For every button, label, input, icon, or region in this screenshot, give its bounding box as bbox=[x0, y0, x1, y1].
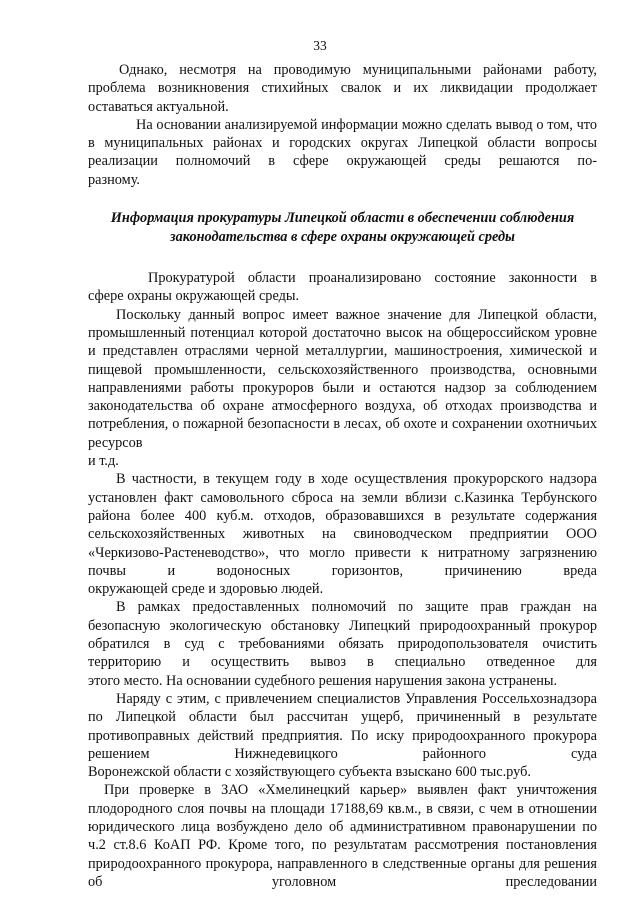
text-line: машиностроения, химической и пищевой промышленности, bbox=[88, 343, 597, 378]
text-line: проблема возникновения стихийных свалок и их ликвидации продолжает bbox=[88, 80, 597, 97]
text-line: прокурор обратился в суд с требованиями обязать природопользователя bbox=[88, 617, 598, 653]
text-line: В частности, в текущем году в ходе осуществления прокурорского bbox=[116, 471, 544, 488]
paragraph bbox=[88, 781, 597, 891]
text-line: очистить территорию и осуществить вывоз в специально отведенное для bbox=[88, 636, 597, 671]
text-line: охране атмосферного воздуха, об отходах производства и потребления, о bbox=[88, 398, 597, 433]
paragraph bbox=[88, 470, 597, 580]
text-line: области, промышленный потенциал которой достаточно высок на bbox=[88, 306, 597, 341]
text-line: отношении юридического лица возбуждено дело об административном bbox=[88, 800, 597, 835]
text-line: прокуроров были и остаются надзор за соблюдением законодательства об bbox=[88, 379, 598, 415]
text-line: вопросы реализации полномочий в сфере окружающей среды решаются по- bbox=[88, 135, 597, 170]
text-line: Тербунского района более 400 куб.м. отходов, образовавшихся в результате bbox=[88, 489, 598, 524]
text-line: что в муниципальных районах и городских округах Липецкой области bbox=[88, 116, 598, 152]
paragraph bbox=[88, 306, 597, 452]
document-body bbox=[88, 61, 597, 891]
paragraph bbox=[88, 598, 597, 671]
paragraph bbox=[88, 269, 597, 287]
paragraph bbox=[88, 116, 597, 171]
text-line: пожарной безопасности в лесах, об охоте и сохранении охотничьих ресурсов bbox=[88, 416, 597, 451]
paragraph bbox=[88, 690, 597, 763]
text-line: сельскохозяйственного производства, основными направлениями работы bbox=[88, 361, 597, 396]
heading-line: Информация прокуратуры Липецкой области в обеспечении соблюдения bbox=[110, 210, 575, 227]
page-number: 33 bbox=[313, 38, 327, 53]
text-line: Поскольку данный вопрос имеет важное значение для Липецкой bbox=[116, 306, 538, 323]
text-line: содержания сельскохозяйственных животных на свиноводческом bbox=[88, 507, 598, 543]
paragraph-tail: Воронежской области с хозяйствующего субъекта взыскано 600 тыс.руб. bbox=[88, 764, 531, 781]
text-line: предприятии ООО «Черкизово-Растеневодство», что могло привести к bbox=[88, 526, 597, 561]
text-line: правонарушении по ч.2 ст.8.6 КоАП РФ. Кроме того, по результатам bbox=[88, 818, 597, 854]
text-line: следственные органы для решения об уголовном преследовании bbox=[88, 855, 597, 890]
text-line: общероссийском уровне и представлен отраслями черной металлургии, bbox=[88, 324, 598, 360]
paragraph-tail: этого место. На основании судебного решения нарушения закона устранены. bbox=[88, 672, 558, 689]
paragraph bbox=[88, 61, 597, 98]
text-line: нитратному загрязнению почвы и водоносных горизонтов, причинению вреда bbox=[88, 544, 598, 579]
paragraph-tail: разному. bbox=[88, 171, 141, 188]
text-line: плодородного слоя почвы на площади 17188,69 кв.м., в связи, с чем в bbox=[88, 800, 524, 817]
text-line: Однако, несмотря на проводимую муниципальными районами работу, bbox=[119, 62, 597, 78]
text-line: На основании анализируемой информации можно сделать вывод о том, bbox=[136, 116, 573, 133]
text-line: В рамках предоставленных полномочий по защите прав граждан на bbox=[116, 599, 597, 616]
text-line: Прокуратурой области проанализировано состояние законности в bbox=[148, 270, 597, 287]
text-line: Наряду с этим, с привлечением специалистов Управления bbox=[116, 690, 478, 707]
paragraph-tail: и т.д. bbox=[88, 453, 119, 470]
section-heading bbox=[88, 209, 597, 247]
text-line: При проверке в ЗАО «Хмелинецкий карьер» выявлен факт уничтожения bbox=[104, 782, 597, 799]
heading-line: законодательства в сфере охраны окружающей среды bbox=[170, 229, 515, 246]
paragraph-tail: оставаться актуальной. bbox=[88, 98, 229, 115]
text-line: Россельхознадзора по Липецкой области был рассчитан ущерб, причиненный bbox=[88, 690, 597, 726]
text-line: надзора установлен факт самовольного сброса на земли вблизи с.Казинка bbox=[88, 471, 597, 506]
text-line: безопасную экологическую обстановку Липецкий природоохранный bbox=[88, 617, 531, 634]
text-line: в результате противоправных действий предприятия. По иску bbox=[88, 709, 597, 744]
paragraph-tail: окружающей среде и здоровью людей. bbox=[88, 581, 324, 598]
text-line: природоохранного прокурора решением Нижнедевицкого районного суда bbox=[88, 727, 597, 762]
paragraph-tail: сфере охраны окружающей среды. bbox=[88, 288, 300, 305]
text-line: рассмотрения постановления природоохранного прокурора, направленного в bbox=[88, 837, 597, 872]
